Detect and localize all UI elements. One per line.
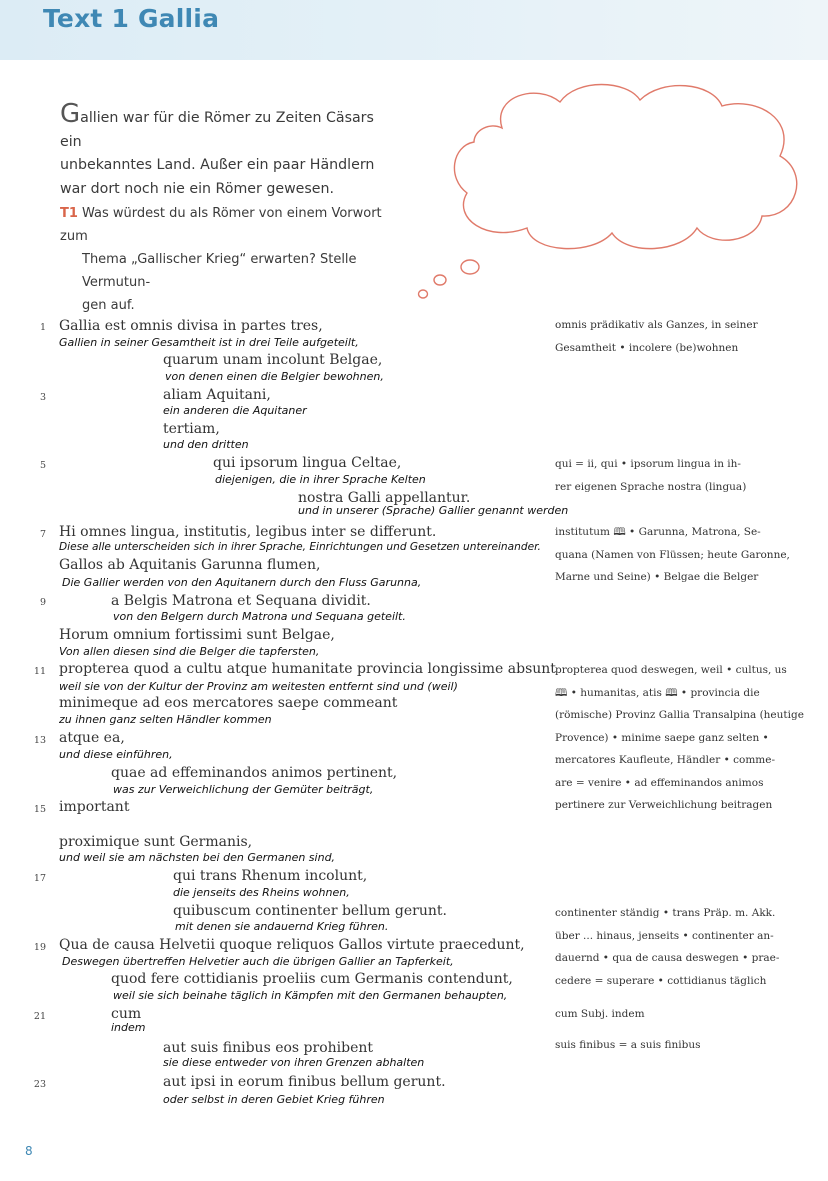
handwritten-translation: indem xyxy=(111,1021,146,1034)
note-line: (römische) Provinz Gallia Transalpina (heutige xyxy=(555,709,804,721)
latin-line: atque ea, xyxy=(59,730,125,746)
handwritten-translation: sie diese entweder von ihren Grenzen abhalten xyxy=(163,1056,425,1069)
line-number: 9 xyxy=(39,597,46,608)
latin-line: Hi omnes lingua, institutis, legibus inter se differunt. xyxy=(59,524,437,540)
handwritten-translation: und weil sie am nächsten bei den Germanen sind, xyxy=(59,851,336,864)
note-line: are = venire • ad effeminandos animos xyxy=(555,776,764,789)
margin-note xyxy=(555,453,817,498)
handwritten-translation: und den dritten xyxy=(163,438,249,451)
handwritten-translation: und diese einführen, xyxy=(59,748,173,761)
thought-bubble-large xyxy=(461,260,479,274)
latin-line: cum xyxy=(111,1006,142,1022)
latin-line: quod fere cottidianis proeliis cum Germanis contendunt, xyxy=(111,971,513,987)
line-number: 7 xyxy=(39,529,46,540)
note-line: continenter ständig • trans Präp. m. Akk. xyxy=(555,907,776,919)
latin-line: aut ipsi in eorum finibus bellum gerunt. xyxy=(163,1074,446,1090)
latin-line: nostra Galli appellantur. xyxy=(298,490,471,506)
latin-line: Qua de causa Helvetii quoque reliquos Gallos virtute praecedunt, xyxy=(59,937,525,953)
thought-bubble-small xyxy=(419,290,428,298)
margin-note xyxy=(555,659,817,817)
handwritten-translation: und in unserer (Sprache) Gallier genannt werden xyxy=(298,504,569,517)
note-line: cum Subj. indem xyxy=(555,1008,645,1020)
note-line: dauernd • qua de causa deswegen • prae- xyxy=(555,952,780,964)
handwritten-translation: mit denen sie andauernd Krieg führen. xyxy=(175,920,389,933)
intro-line: war dort noch nie ein Römer gewesen. xyxy=(60,180,335,197)
latin-line: quae ad effeminandos animos pertinent, xyxy=(111,765,398,781)
note-line: mercatores Kaufleute, Händler • comme- xyxy=(555,754,776,766)
task-label: T1 xyxy=(60,206,78,221)
note-line: quana (Namen von Flüssen; heute Garonne, xyxy=(555,548,790,561)
latin-line: proximique sunt Germanis, xyxy=(59,834,253,850)
latin-line: Horum omnium fortissimi sunt Belgae, xyxy=(59,627,335,643)
latin-line: qui ipsorum lingua Celtae, xyxy=(213,455,402,471)
page-number: 8 xyxy=(25,1144,33,1158)
line-number: 19 xyxy=(33,942,46,953)
latin-line: Gallos ab Aquitanis Garunna flumen, xyxy=(59,557,321,573)
latin-line: aut suis finibus eos prohibent xyxy=(163,1040,374,1056)
line-number: 23 xyxy=(33,1079,46,1090)
note-line: cedere = superare • cottidianus täglich xyxy=(555,974,767,987)
handwritten-translation: weil sie sich beinahe täglich in Kämpfen mit den Germanen behaupten, xyxy=(113,989,508,1002)
line-number: 15 xyxy=(33,804,46,815)
handwritten-translation: oder selbst in deren Gebiet Krieg führen xyxy=(163,1093,385,1106)
margin-note xyxy=(555,1034,817,1057)
line-number: 1 xyxy=(39,322,46,333)
handwritten-translation: von den Belgern durch Matrona und Sequana geteilt. xyxy=(113,610,406,623)
margin-note xyxy=(555,521,817,589)
thought-cloud xyxy=(412,78,812,308)
handwritten-translation: zu ihnen ganz selten Händler kommen xyxy=(59,713,272,726)
handwritten-translation: Deswegen übertreffen Helvetier auch die übrigen Gallier an Tapferkeit, xyxy=(62,955,454,968)
latin-line: propterea quod a cultu atque humanitate provincia longissime absunt xyxy=(59,661,556,677)
intro-paragraph xyxy=(60,99,400,201)
handwritten-translation: Gallien in seiner Gesamtheit ist in drei Teile aufgeteilt, xyxy=(59,336,359,349)
latin-line: tertiam, xyxy=(163,421,220,437)
line-number: 5 xyxy=(39,460,46,471)
handwritten-translation: weil sie von der Kultur der Provinz am weitesten entfernt sind und (weil) xyxy=(59,680,458,693)
handwritten-translation: die jenseits des Rheins wohnen, xyxy=(173,886,350,899)
note-line: omnis prädikativ als Ganzes, in seiner xyxy=(555,319,758,331)
intro-line: unbekanntes Land. Außer ein paar Händlern xyxy=(60,157,375,173)
note-line: 🕮 • humanitas, atis 🕮 • provincia die xyxy=(555,686,760,699)
latin-line: important xyxy=(59,799,130,815)
handwritten-translation: Die Gallier werden von den Aquitanern durch den Fluss Garunna, xyxy=(62,576,422,589)
note-line: Marne und Seine) • Belgae die Belger xyxy=(555,571,759,583)
margin-note xyxy=(555,314,817,359)
note-line: über ... hinaus, jenseits • continenter an- xyxy=(555,929,774,942)
line-number: 17 xyxy=(33,873,46,884)
handwritten-translation: was zur Verweichlichung der Gemüter beiträgt, xyxy=(113,783,374,796)
page-title: Text 1 Gallia xyxy=(43,4,220,33)
latin-line: a Belgis Matrona et Sequana dividit. xyxy=(111,593,371,609)
latin-line: aliam Aquitani, xyxy=(163,387,271,403)
intro-line: Gallien war für die Römer zu Zeiten Cäsars ein xyxy=(60,99,374,150)
note-line: qui = ii, qui • ipsorum lingua in ih- xyxy=(555,458,741,470)
line-number: 13 xyxy=(33,735,46,746)
note-line: rer eigenen Sprache nostra (lingua) xyxy=(555,480,747,493)
latin-line: minimeque ad eos mercatores saepe commeant xyxy=(59,695,398,711)
task-t1 xyxy=(60,202,410,317)
margin-note xyxy=(555,902,817,992)
header-band xyxy=(0,0,828,60)
task-line: gen auf. xyxy=(82,298,135,313)
latin-line: Gallia est omnis divisa in partes tres, xyxy=(59,318,323,334)
note-line: Provence) • minime saepe ganz selten • xyxy=(555,731,769,744)
line-number: 21 xyxy=(33,1011,46,1022)
handwritten-translation: Von allen diesen sind die Belger die tapfersten, xyxy=(59,645,320,658)
intro-dropcap: G xyxy=(60,99,81,129)
handwritten-translation: von denen einen die Belgier bewohnen, xyxy=(165,370,384,383)
latin-line: quibuscum continenter bellum gerunt. xyxy=(173,903,447,919)
note-line: pertinere zur Verweichlichung beitragen xyxy=(555,799,773,811)
handwritten-translation: Diese alle unterscheiden sich in ihrer Sprache, Einrichtungen und Gesetzen untereinander. xyxy=(59,541,541,553)
handwritten-translation: diejenigen, die in ihrer Sprache Kelten xyxy=(215,473,426,486)
note-line: suis finibus = a suis finibus xyxy=(555,1039,701,1051)
note-line: propterea quod deswegen, weil • cultus, us xyxy=(555,664,787,676)
thought-cloud-shape xyxy=(454,85,796,249)
latin-line: quarum unam incolunt Belgae, xyxy=(163,352,383,368)
task-line: T1 Was würdest du als Römer von einem Vorwort zum xyxy=(60,202,410,248)
margin-note xyxy=(555,1003,817,1026)
handwritten-translation: ein anderen die Aquitaner xyxy=(163,404,307,417)
thought-bubble-medium xyxy=(434,275,446,285)
line-number: 11 xyxy=(33,666,46,677)
note-line: Gesamtheit • incolere (be)wohnen xyxy=(555,341,739,354)
latin-line: qui trans Rhenum incolunt, xyxy=(173,868,368,884)
task-line: Thema „Gallischer Krieg“ erwarten? Stelle Vermutun- xyxy=(82,252,357,290)
line-number: 3 xyxy=(39,392,46,403)
note-line: institutum 🕮 • Garunna, Matrona, Se- xyxy=(555,526,761,538)
